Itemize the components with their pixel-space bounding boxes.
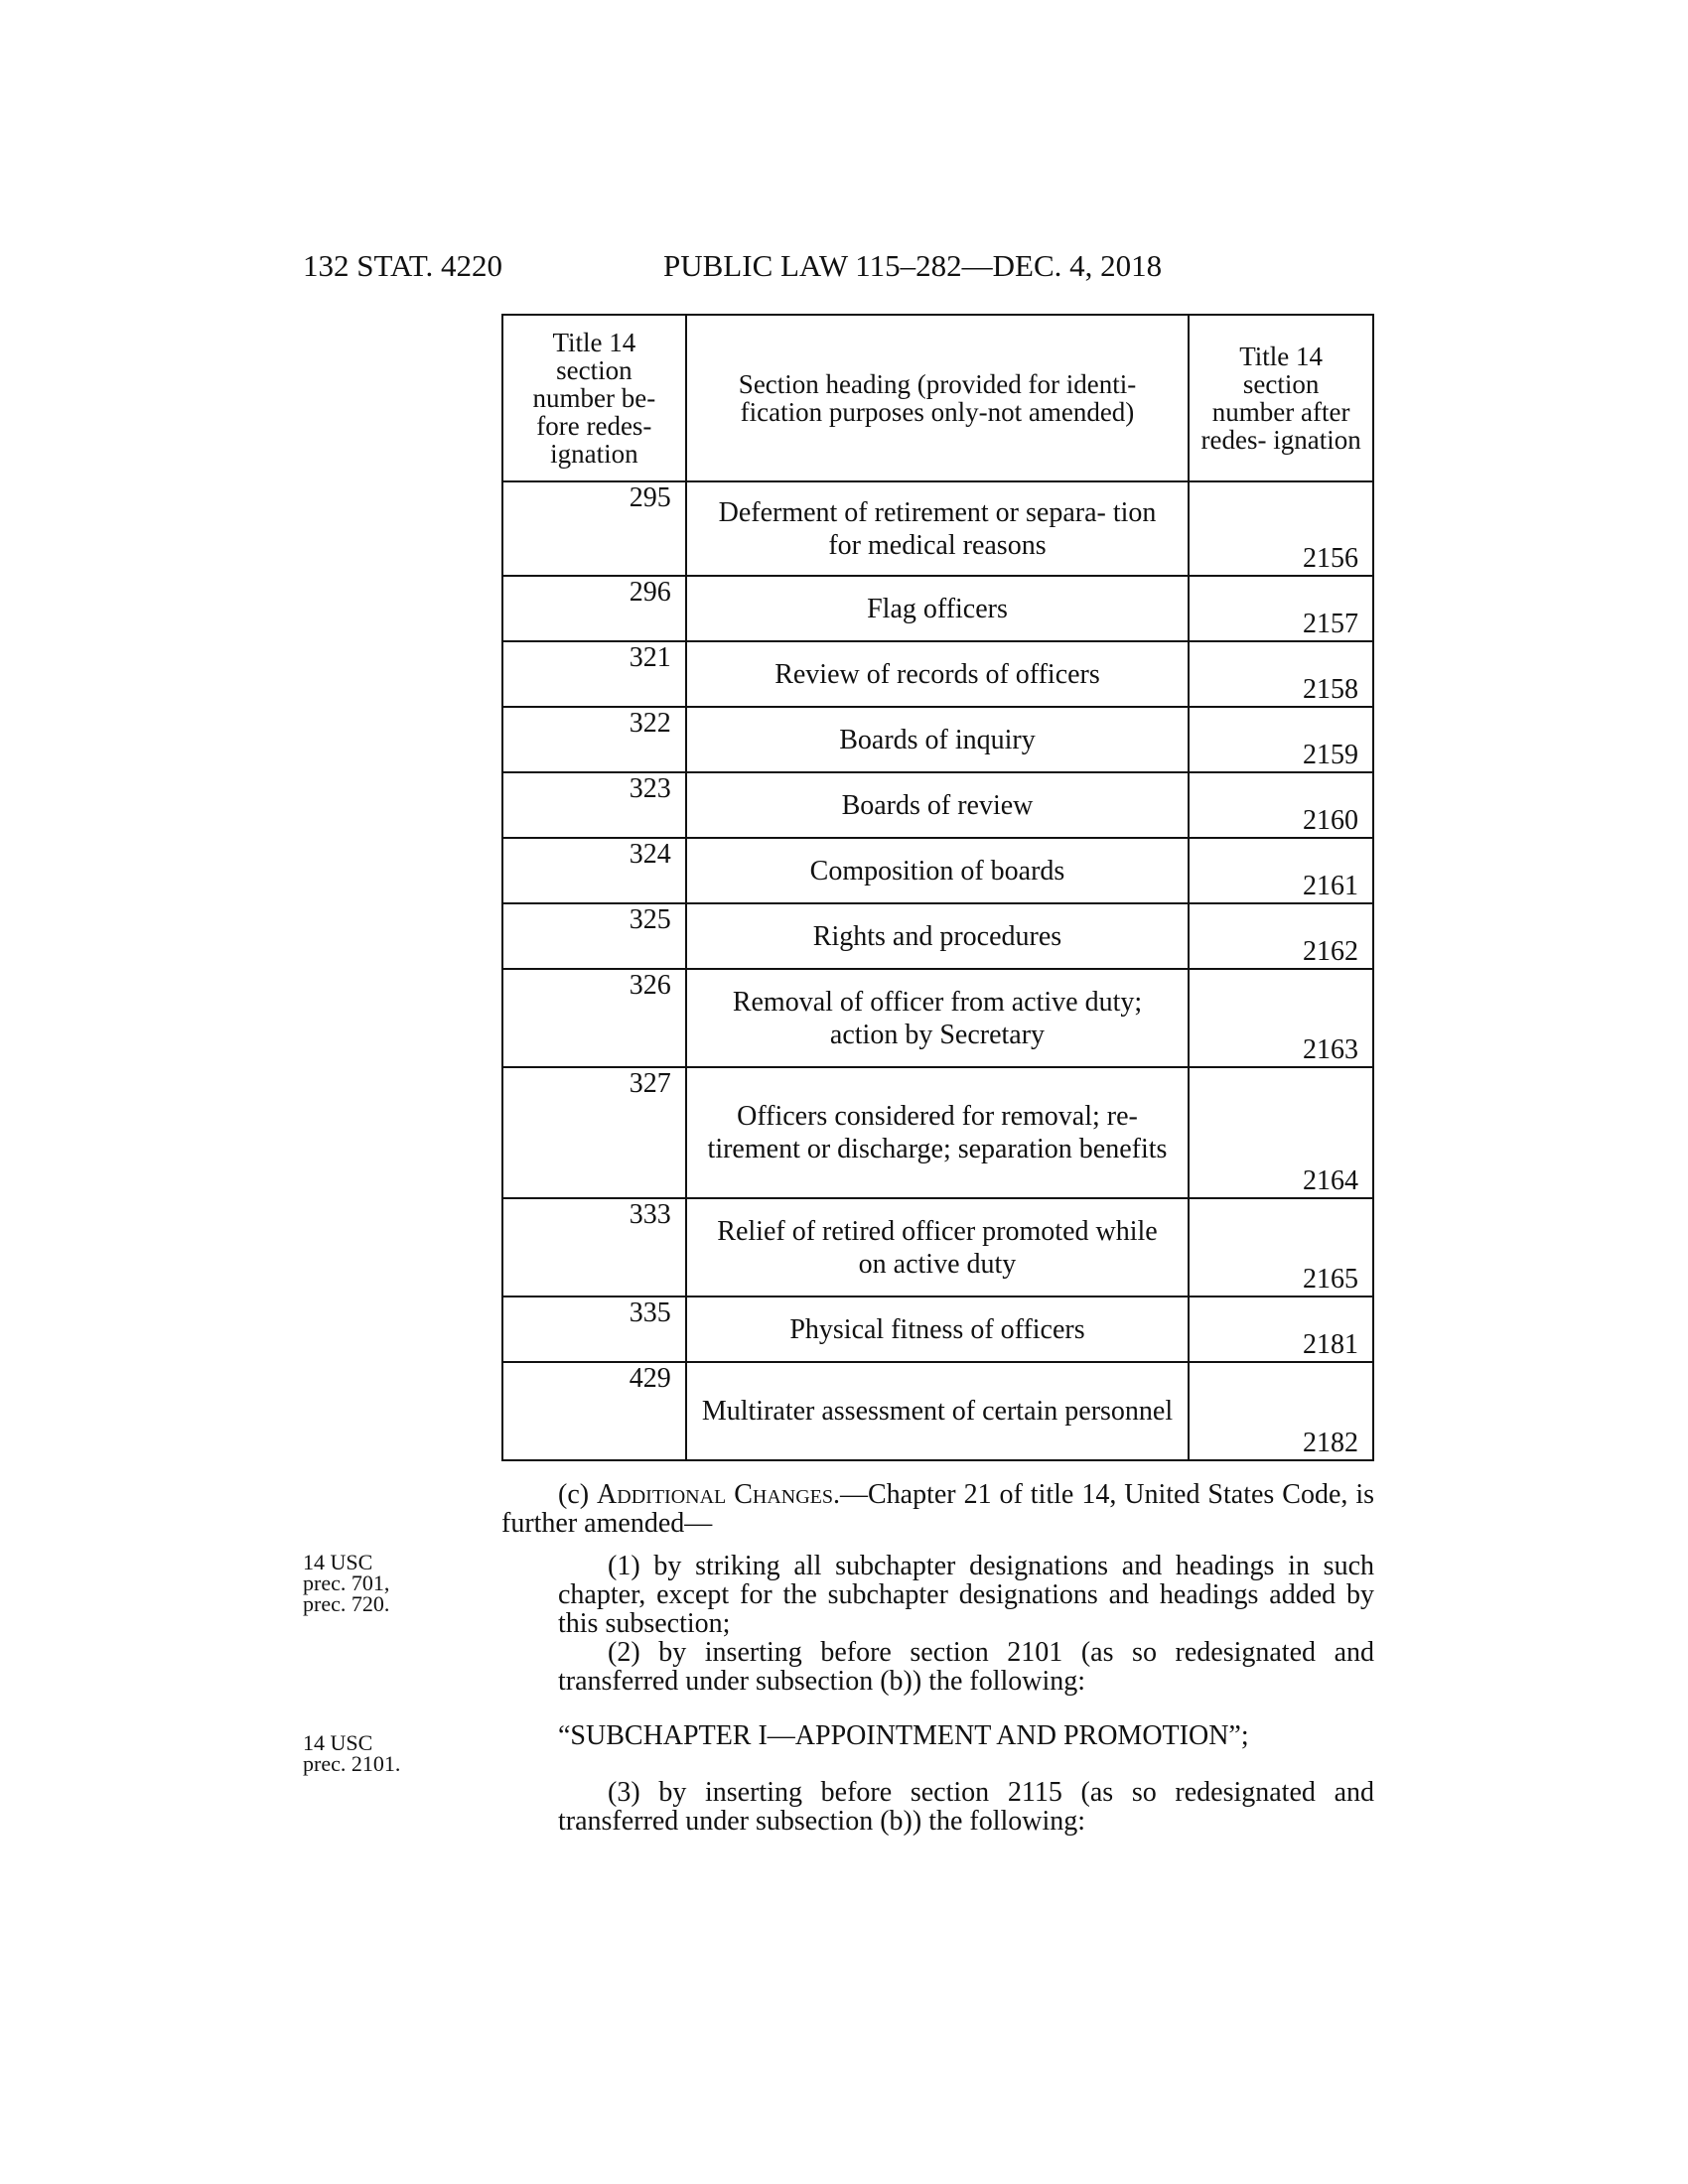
subchapter-heading: “SUBCHAPTER I—APPOINTMENT AND PROMOTION”;: [558, 1720, 1249, 1751]
margin-note-line: 14 USC: [303, 1550, 373, 1574]
after-cell: 2162: [1189, 903, 1373, 969]
table-row: [502, 481, 1373, 576]
table-row: [502, 1297, 1373, 1362]
item-1: (1) by striking all subchapter designations and headings in such chapter, except for the subchapter designations and headings added by this subsection;: [558, 1551, 1374, 1639]
heading-cell: Flag officers: [686, 576, 1190, 641]
before-cell: 295: [502, 481, 686, 576]
heading-cell: Multirater assessment of certain personnel: [686, 1362, 1190, 1460]
heading-cell: Deferment of retirement or separa- tion for medical reasons: [686, 481, 1190, 576]
heading-cell: Boards of inquiry: [686, 707, 1190, 772]
table-row: [502, 903, 1373, 969]
table-row: [502, 576, 1373, 641]
margin-note-2: [303, 1732, 400, 1774]
before-cell: 296: [502, 576, 686, 641]
heading-cell: Relief of retired officer promoted while on active duty: [686, 1198, 1190, 1297]
before-cell: 327: [502, 1067, 686, 1198]
table-row: [502, 838, 1373, 903]
heading-cell: Composition of boards: [686, 838, 1190, 903]
margin-note-line: prec. 701,: [303, 1570, 390, 1595]
page-law-title: PUBLIC LAW 115–282—DEC. 4, 2018: [663, 248, 1163, 283]
heading-cell: Removal of officer from active duty; action by Secretary: [686, 969, 1190, 1067]
after-cell: 2182: [1189, 1362, 1373, 1460]
heading-cell: Officers considered for removal; re- tirement or discharge; separation benefits: [686, 1067, 1190, 1198]
paragraph-c-label: (c): [558, 1479, 598, 1510]
table-row: [502, 641, 1373, 707]
after-cell: 2163: [1189, 969, 1373, 1067]
item-2: (2) by inserting before section 2101 (as so redesignated and transferred under subsection (b)) the following:: [558, 1637, 1374, 1697]
after-cell: 2165: [1189, 1198, 1373, 1297]
margin-note-1: [303, 1552, 389, 1614]
table-row: [502, 1362, 1373, 1460]
before-cell: 335: [502, 1297, 686, 1362]
after-cell: 2158: [1189, 641, 1373, 707]
before-cell: 322: [502, 707, 686, 772]
table-row: [502, 969, 1373, 1067]
after-cell: 2164: [1189, 1067, 1373, 1198]
item-3: (3) by inserting before section 2115 (as so redesignated and transferred under subsection (b)) the following:: [558, 1777, 1374, 1837]
before-cell: 429: [502, 1362, 686, 1460]
after-cell: 2181: [1189, 1297, 1373, 1362]
before-cell: 325: [502, 903, 686, 969]
redesignation-table: [501, 314, 1374, 1461]
before-cell: 333: [502, 1198, 686, 1297]
after-cell: 2161: [1189, 838, 1373, 903]
table-row: [502, 1198, 1373, 1297]
paragraph-c-body: —Chapter 21 of title 14, United States Code, is further amended—: [501, 1479, 1375, 1539]
header-before: Title 14 section number be- fore redes- ignation: [502, 315, 686, 481]
before-cell: 321: [502, 641, 686, 707]
paragraph-c-caption: Additional Changes.: [597, 1479, 840, 1510]
margin-note-line: prec. 2101.: [303, 1751, 401, 1776]
table-row: [502, 1067, 1373, 1198]
heading-cell: Boards of review: [686, 772, 1190, 838]
table-row: [502, 772, 1373, 838]
before-cell: 324: [502, 838, 686, 903]
after-cell: 2156: [1189, 481, 1373, 576]
after-cell: 2159: [1189, 707, 1373, 772]
after-cell: 2157: [1189, 576, 1373, 641]
before-cell: 323: [502, 772, 686, 838]
paragraph-c: [501, 1480, 1374, 1538]
table-row: [502, 707, 1373, 772]
before-cell: 326: [502, 969, 686, 1067]
heading-cell: Physical fitness of officers: [686, 1297, 1190, 1362]
page-stat-reference: 132 STAT. 4220: [303, 248, 503, 283]
header-heading: Section heading (provided for identi- fication purposes only-not amended): [686, 315, 1190, 481]
heading-cell: Review of records of officers: [686, 641, 1190, 707]
table-header-row: [502, 315, 1373, 481]
after-cell: 2160: [1189, 772, 1373, 838]
margin-note-line: 14 USC: [303, 1730, 373, 1755]
heading-cell: Rights and procedures: [686, 903, 1190, 969]
margin-note-line: prec. 720.: [303, 1591, 390, 1616]
header-after: Title 14 section number after redes- ignation: [1189, 315, 1373, 481]
